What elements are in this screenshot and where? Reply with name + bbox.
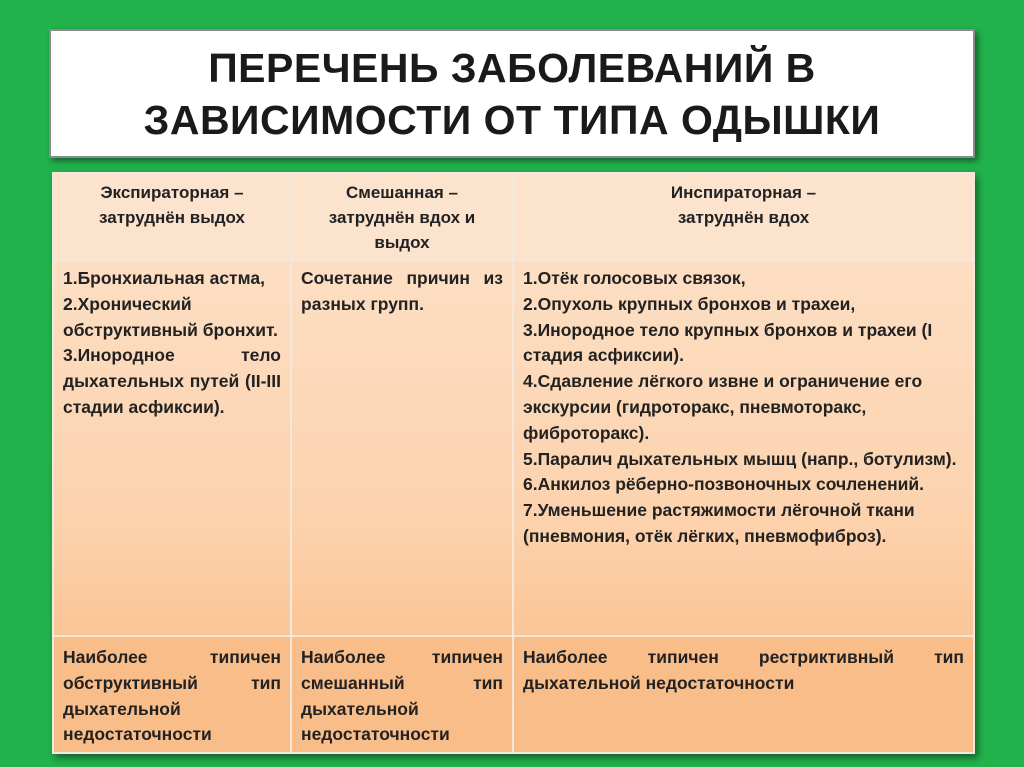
list-item: 1.Отёк голосовых связок, bbox=[523, 268, 746, 288]
list-item: 4.Сдавление лёгкого извне и ограничение его экскурсии (гидроторакс, пневмоторакс, фиброторакс). bbox=[523, 371, 923, 443]
list-item: 1.Бронхиальная астма, bbox=[63, 268, 265, 288]
list-item: 3.Инородное тело крупных бронхов и трахеи (I стадия асфиксии). bbox=[523, 319, 933, 366]
title-line-1: ПЕРЕЧЕНЬ ЗАБОЛЕВАНИЙ В bbox=[208, 44, 816, 91]
page-title bbox=[144, 42, 881, 146]
table-row-failure-type bbox=[53, 636, 974, 753]
header-expiratory: Экспираторная – затруднён выдох bbox=[53, 173, 291, 260]
list-item: 2.Опухоль крупных бронхов и трахеи, bbox=[523, 293, 856, 314]
title-line-2: ЗАВИСИМОСТИ ОТ ТИПА ОДЫШКИ bbox=[143, 96, 881, 143]
causes-mixed-cell: Сочетание причин из разных групп. bbox=[291, 260, 513, 636]
failure-type-inspiratory-cell: Наиболее типичен рестриктивный тип дыхательной недостаточности bbox=[513, 636, 974, 753]
causes-inspiratory-cell bbox=[513, 260, 974, 636]
list-item: 5.Паралич дыхательных мышц (напр., ботулизм). bbox=[523, 448, 957, 469]
table-row-causes bbox=[53, 260, 974, 636]
header-inspiratory: Инспираторная – затруднён вдох bbox=[513, 173, 974, 260]
list-item: 2.Хронический обструктивный бронхит. bbox=[63, 293, 278, 340]
title-box bbox=[49, 29, 975, 158]
failure-type-expiratory-cell: Наиболее типичен обструктивный тип дыхательной недостаточности bbox=[53, 636, 291, 753]
list-item: 7.Уменьшение растяжимости лёгочной ткани (пневмония, отёк лёгких, пневмофиброз). bbox=[523, 500, 915, 546]
list-item: 3.Инородное тело дыхательных путей (II-III стадии асфиксии). bbox=[63, 345, 281, 417]
table-header-row bbox=[53, 173, 974, 260]
causes-expiratory-cell bbox=[53, 260, 291, 636]
list-item: 6.Анкилоз рёберно-позвоночных сочленений. bbox=[523, 474, 925, 495]
dyspnea-table bbox=[52, 172, 975, 754]
header-mixed: Смешанная – затруднён вдох и выдох bbox=[291, 173, 513, 260]
failure-type-mixed-cell: Наиболее типичен смешанный тип дыхательной недостаточности bbox=[291, 636, 513, 753]
